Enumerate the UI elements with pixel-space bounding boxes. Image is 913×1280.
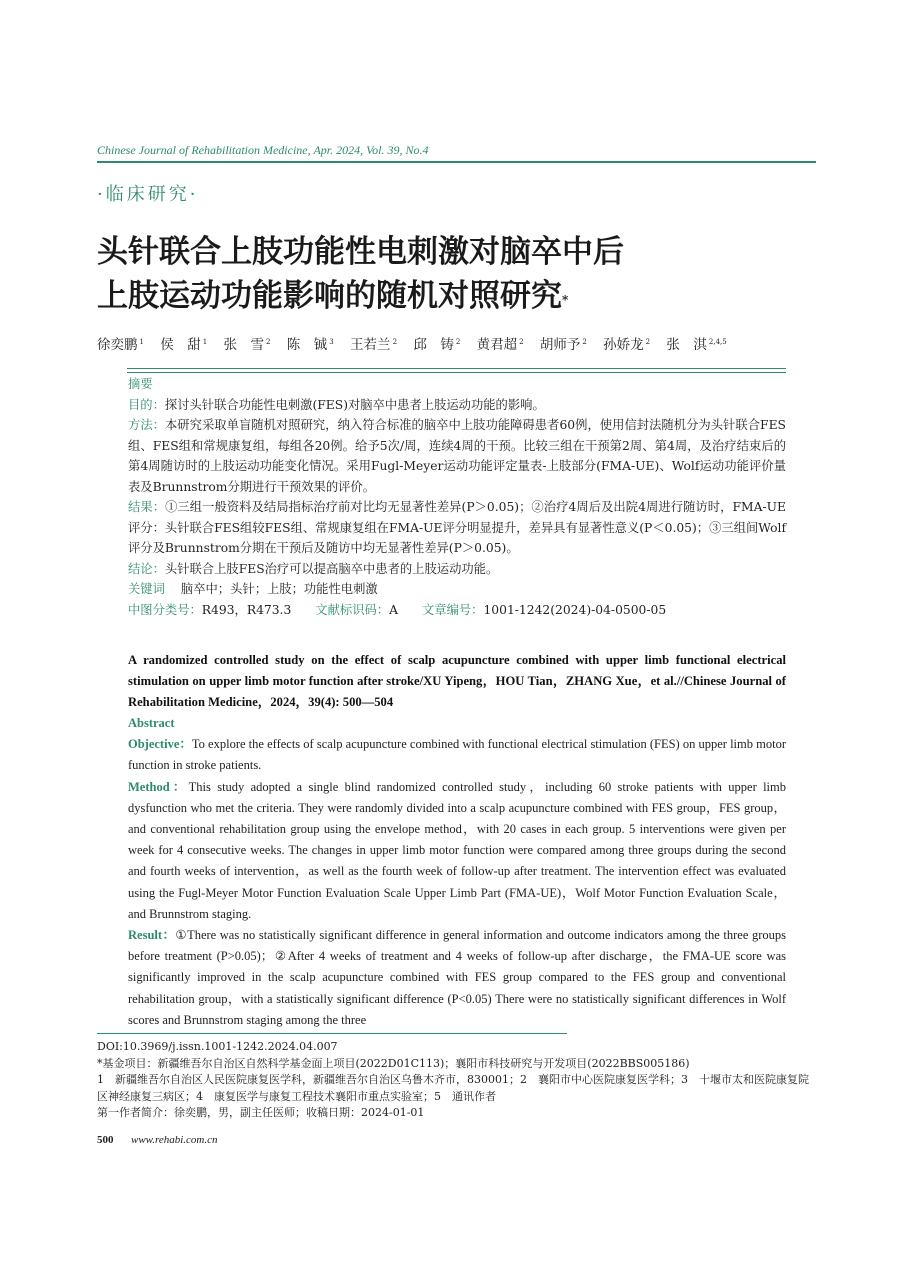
cn-result: 结果：①三组一般资料及结局指标治疗前对比均无显著性差异(P＞0.05)；②治疗4周后及出院4周进行随访时，FMA-UE评分：头针联合FES组较FES组、常规康复组在FMA-UE评分明显提升，差异具有显著性意义(P＜0.05)；③三组间Wolf评分及Brunnstrom分期在干预后及随访中均无显著性差异(P＞0.05)。 [128, 500, 786, 555]
title-fund-mark: * [562, 293, 569, 307]
footnote-rule [97, 1033, 567, 1034]
author: 陈 铖 $^3$ [286, 337, 334, 353]
affiliations: 1 新疆维吾尔自治区人民医院康复医学科，新疆维吾尔自治区乌鲁木齐市，830001；2 襄阳市中心医院康复医学科；3 十堰市太和医院康复院区神经康复三病区；4 康复医学与康复工程技术襄阳市重点实验室；5 通讯作者 [97, 1073, 809, 1103]
journal-header [97, 143, 428, 158]
author: 张 雪 $^2$ [223, 337, 271, 353]
author: 侯 甜 $^1$ [160, 337, 208, 353]
abstract-en-heading: Abstract [128, 716, 175, 730]
abstract-rule [127, 372, 786, 373]
title-line-2: 上肢运动功能影响的随机对照研究 [97, 278, 562, 314]
title-line-1: 头针联合上肢功能性电刺激对脑卒中后 [97, 234, 624, 270]
abstract-cn-heading: 摘要 [128, 377, 153, 391]
author: 邱 铸 $^2$ [413, 337, 461, 353]
cn-objective: 目的：探讨头针联合功能性电刺激(FES)对脑卒中患者上肢运动功能的影响。 [128, 397, 545, 412]
abstract-cn [128, 374, 786, 620]
section-tag: ·临床研究· [97, 184, 199, 205]
header-rule [97, 161, 816, 163]
author: 孙娇龙 $^2$ [603, 337, 651, 353]
website-link[interactable]: www.rehabi.com.cn [131, 1134, 218, 1146]
author: 张 淇 $^{2,4,5}$ [666, 337, 727, 353]
abstract-en [128, 713, 786, 1031]
cn-method: 方法：本研究采取单盲随机对照研究，纳入符合标准的脑卒中上肢功能障碍患者60例，使用信封法随机分为头针联合FES组、FES组和常规康复组，每组各20例。给予5次/周，连续4周的干预。比较三组在干预第2周、第4周，及治疗结束后的第4周随访时的上肢运动功能变化情况。采用Fugl-Meyer运动功能评定量表-上肢部分(FMA-UE)、Wolf运动功能评价量表及Brunnstrom分期进行干预效果的评价。 [128, 418, 786, 494]
author: 胡师予 $^2$ [539, 337, 587, 353]
author: 王若兰 $^2$ [350, 337, 398, 353]
journal-name: Chinese Journal of Rehabilitation Medicine, [97, 143, 311, 157]
en-method: Method：This study adopted a single blind randomized controlled study，including 60 stroke patients with upper limb dysfunction who met the criteria. They were randomly divided into a scalp acupuncture combined with FES group，FES group，and conventional rehabilitation group using the envelope method，with 20 cases in each group. 5 interventions were given per week for 4 consecutive weeks. The changes in upper limb motor function were compared among three groups during the second and fourth weeks of intervention，as well as the fourth week of follow-up after treatment. The intervention effect was evaluated using the Fugl-Meyer Motor Function Evaluation Scale Upper Limb Part (FMA-UE)，Wolf Motor Function Evaluation Scale，and Brunnstrom staging. [128, 779, 786, 921]
cn-conclusion: 结论：头针联合上肢FES治疗可以提高脑卒中患者的上肢运动功能。 [128, 561, 499, 576]
author: 黄君超 $^2$ [476, 337, 524, 353]
cn-classification: 中图分类号：R493，R473.3 文献标识码：A 文章编号：1001-1242(2024)-04-0500-05 [128, 602, 667, 617]
cn-keywords: 关键词 脑卒中；头针；上肢；功能性电刺激 [128, 582, 378, 596]
page-footer [97, 1133, 217, 1146]
page-number: 500 [97, 1134, 114, 1146]
en-objective: Objective：To explore the effects of scalp acupuncture combined with functional electrical stimulation (FES) on upper limb motor function in stroke patients. [128, 737, 786, 773]
author: 徐奕鹏 $^1$ [97, 337, 144, 353]
footnotes [97, 1039, 819, 1122]
doi: DOI:10.3969/j.issn.1001-1242.2024.04.007 [97, 1040, 338, 1053]
fund-note: *基金项目：新疆维吾尔自治区自然科学基金面上项目(2022D01C113)；襄阳市科技研究与开发项目(2022BBS005186) [97, 1056, 690, 1070]
en-result: Result：①There was no statistically significant difference in general information and outcome indicators among the three groups before treatment (P>0.05)；②After 4 weeks of treatment and 4 weeks of follow-up after discharge，the FMA-UE score was significantly improved in the scalp acupuncture combined with FES group compared to the FES group and conventional rehabilitation group，with a statistically significant difference (P<0.05) There were no statistically significant differences in Wolf scores and Brunnstrom staging among the three [128, 928, 786, 1027]
abstract-rule [127, 368, 786, 369]
author-list [97, 333, 739, 353]
first-author-note: 第一作者简介：徐奕鹏，男，副主任医师；收稿日期：2024-01-01 [97, 1106, 425, 1119]
journal-issue: Apr. 2024, Vol. 39, No.4 [313, 143, 429, 157]
article-title [97, 230, 797, 318]
english-title: A randomized controlled study on the effect of scalp acupuncture combined with upper limb functional electrical stimulation on upper limb motor function after stroke/XU Yipeng，HOU Tian，ZHANG Xue，et al.//Chinese Journal of Rehabilitation Medicine，2024，39(4): 500—504 [128, 653, 786, 710]
